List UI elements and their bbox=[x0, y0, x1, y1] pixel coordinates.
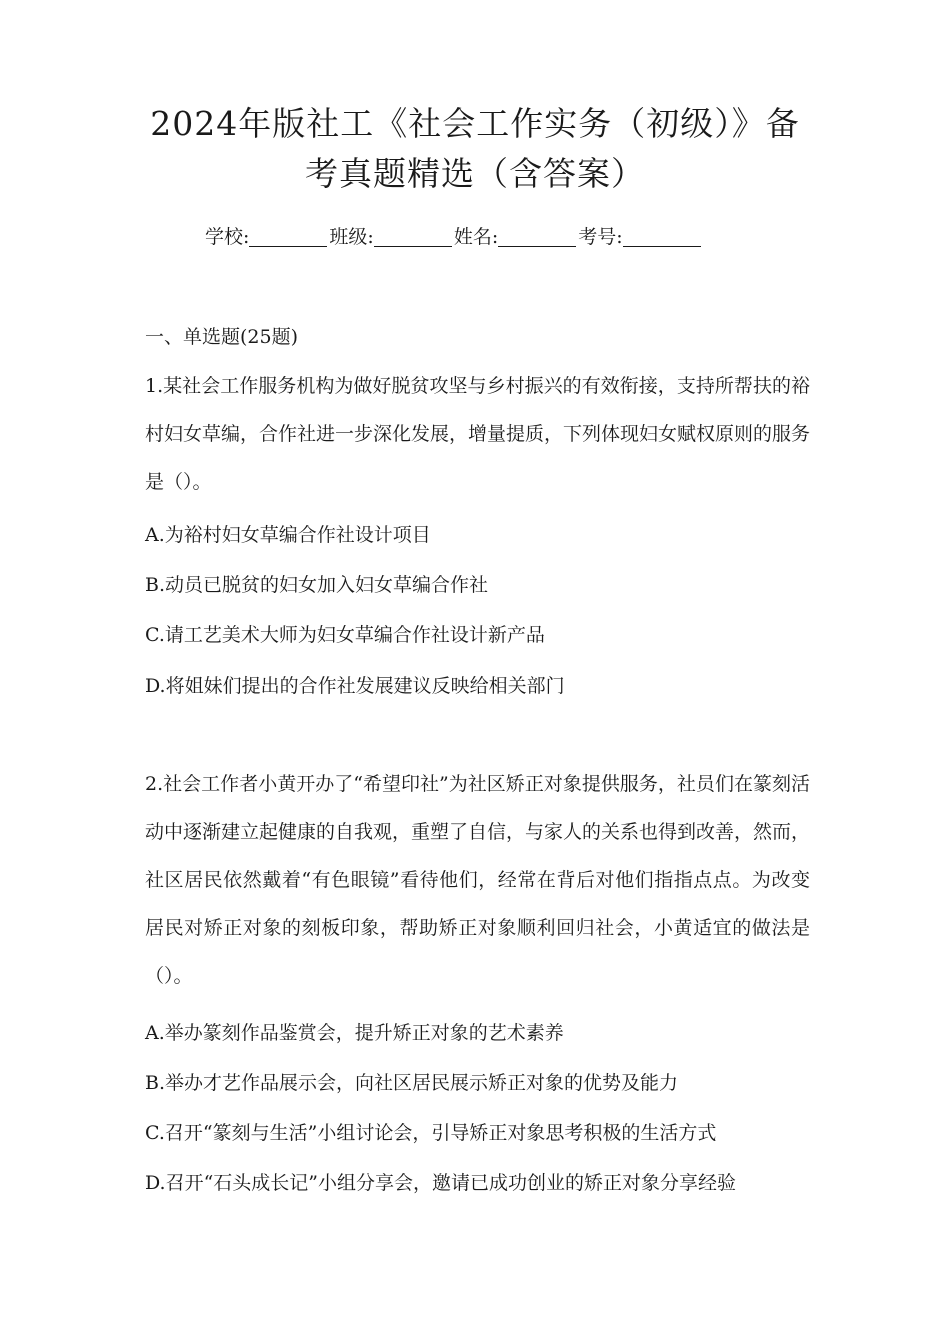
question-2-option-b: B.举办才艺作品展示会，向社区居民展示矫正对象的优势及能力 bbox=[145, 1072, 679, 1094]
name-blank bbox=[498, 226, 576, 247]
question-1-option-b: B.动员已脱贫的妇女加入妇女草编合作社 bbox=[145, 574, 489, 596]
school-blank bbox=[249, 226, 327, 247]
question-2-option-d: D.召开“石头成长记”小组分享会，邀请已成功创业的矫正对象分享经验 bbox=[145, 1172, 737, 1194]
question-1-option-d: D.将姐妹们提出的合作社发展建议反映给相关部门 bbox=[145, 675, 565, 697]
question-2-option-c: C.召开“篆刻与生活”小组讨论会，引导矫正对象思考积极的生活方式 bbox=[145, 1122, 717, 1144]
question-2-stem: 2.社会工作者小黄开办了“希望印社”为社区矫正对象提供服务，社员们在篆刻活动中逐渐建立起健康的自我观，重塑了自信，与家人的关系也得到改善，然而，社区居民依然戴着“有色眼镜”看待他们，经常在背后对他们指指点点。为改变居民对矫正对象的刻板印象，帮助矫正对象顺利回归社会，小黄适宜的做法是（）。 bbox=[145, 773, 811, 987]
question-1-stem: 1.某社会工作服务机构为做好脱贫攻坚与乡村振兴的有效衔接，支持所帮扶的裕村妇女草编，合作社进一步深化发展，增量提质，下列体现妇女赋权原则的服务是（）。 bbox=[145, 375, 811, 493]
school-label: 学校: bbox=[205, 226, 250, 248]
question-1-option-c: C.请工艺美术大师为妇女草编合作社设计新产品 bbox=[145, 624, 545, 646]
exam-no-blank bbox=[623, 226, 701, 247]
document-title-line2: 考真题精选（含答案） bbox=[305, 154, 645, 193]
student-info-row bbox=[205, 222, 703, 249]
question-2-option-a: A.举办篆刻作品鉴赏会，提升矫正对象的艺术素养 bbox=[145, 1022, 564, 1044]
name-label: 姓名: bbox=[453, 226, 499, 248]
exam-no-label: 考号: bbox=[578, 226, 623, 248]
document-title-line1: 2024年版社工《社会工作实务（初级）》备 bbox=[150, 104, 800, 143]
class-blank bbox=[374, 226, 452, 247]
section-heading: 一、单选题(25题) bbox=[145, 326, 299, 348]
class-label: 班级: bbox=[329, 226, 374, 248]
question-1-option-a: A.为裕村妇女草编合作社设计项目 bbox=[145, 524, 431, 546]
